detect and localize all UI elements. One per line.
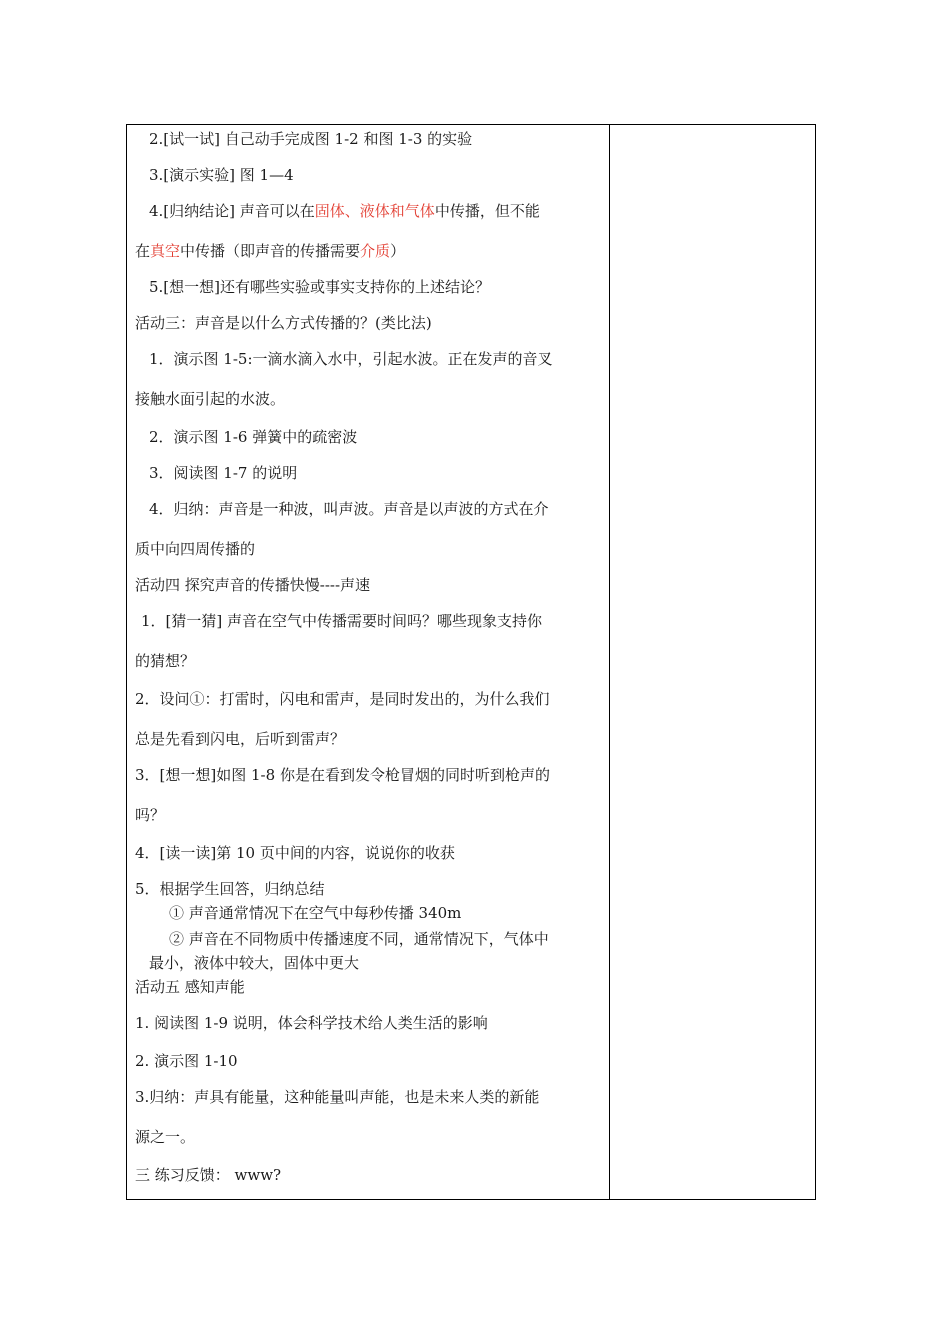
highlight-text: 真空 [150, 242, 181, 260]
section-heading-practice: 三 练习反馈： www? [135, 1166, 282, 1184]
text-line-3: 4.[归纳结论] 声音可以在固体、液体和气体中传播，但不能 [149, 202, 540, 220]
text-line-18: 3．[想一想]如图 1-8 你是在看到发令枪冒烟的同时听到枪声的 [135, 766, 550, 784]
text-line-23: ② 声音在不同物质中传播速度不同，通常情况下，气体中 [169, 930, 549, 948]
text-line-15: 的猜想？ [135, 652, 196, 670]
section-heading-activity-5: 活动五 感知声能 [135, 978, 245, 996]
text-line-20: 4．[读一读]第 10 页中间的内容，说说你的收获 [135, 844, 455, 862]
text-line-5: 5.[想一想]还有哪些实验或事实支持你的上述结论？ [149, 278, 491, 296]
text-line-9: 2．演示图 1-6 弹簧中的疏密波 [149, 428, 358, 446]
text-line-11: 4．归纳：声音是一种波，叫声波。声音是以声波的方式在介 [149, 500, 549, 518]
section-heading-activity-3: 活动三：声音是以什么方式传播的？(类比法) [135, 314, 432, 332]
text-line-2: 3.[演示实验] 图 1—4 [149, 166, 294, 184]
text-line-21: 5．根据学生回答，归纳总结 [135, 880, 325, 898]
text-line-4: 在真空中传播（即声音的传播需要介质） [135, 242, 406, 260]
lesson-table [126, 124, 816, 1200]
column-divider [609, 125, 610, 1199]
text-line-27: 2. 演示图 1-10 [135, 1052, 238, 1070]
text-line-28: 3.归纳：声具有能量，这种能量叫声能，也是未来人类的新能 [135, 1088, 540, 1106]
highlight-text: 固体、液体和气体 [314, 202, 435, 220]
text-line-10: 3．阅读图 1-7 的说明 [149, 464, 298, 482]
text-line-1: 2.[试一试] 自己动手完成图 1-2 和图 1-3 的实验 [149, 130, 473, 148]
text-line-12: 质中向四周传播的 [135, 540, 256, 558]
notes-cell [611, 125, 815, 1199]
text-line-16: 2．设问①：打雷时，闪电和雷声，是同时发出的，为什么我们 [135, 690, 550, 708]
text-line-7: 1．演示图 1-5:一滴水滴入水中，引起水波。正在发声的音叉 [149, 350, 553, 368]
text-line-22: ① 声音通常情况下在空气中每秒传播 340m [169, 904, 462, 922]
highlight-text: 介质 [360, 242, 391, 260]
text-line-14: 1．[猜一猜] 声音在空气中传播需要时间吗？哪些现象支持你 [141, 612, 543, 630]
text-line-17: 总是先看到闪电，后听到雷声？ [135, 730, 346, 748]
text-line-29: 源之一。 [135, 1128, 196, 1146]
text-line-8: 接触水面引起的水波。 [135, 390, 286, 408]
text-line-26: 1. 阅读图 1-9 说明，体会科学技术给人类生活的影响 [135, 1014, 488, 1032]
text-line-19: 吗？ [135, 806, 166, 824]
text-line-24: 最小，液体中较大，固体中更大 [149, 954, 360, 972]
section-heading-activity-4: 活动四 探究声音的传播快慢----声速 [135, 576, 371, 594]
